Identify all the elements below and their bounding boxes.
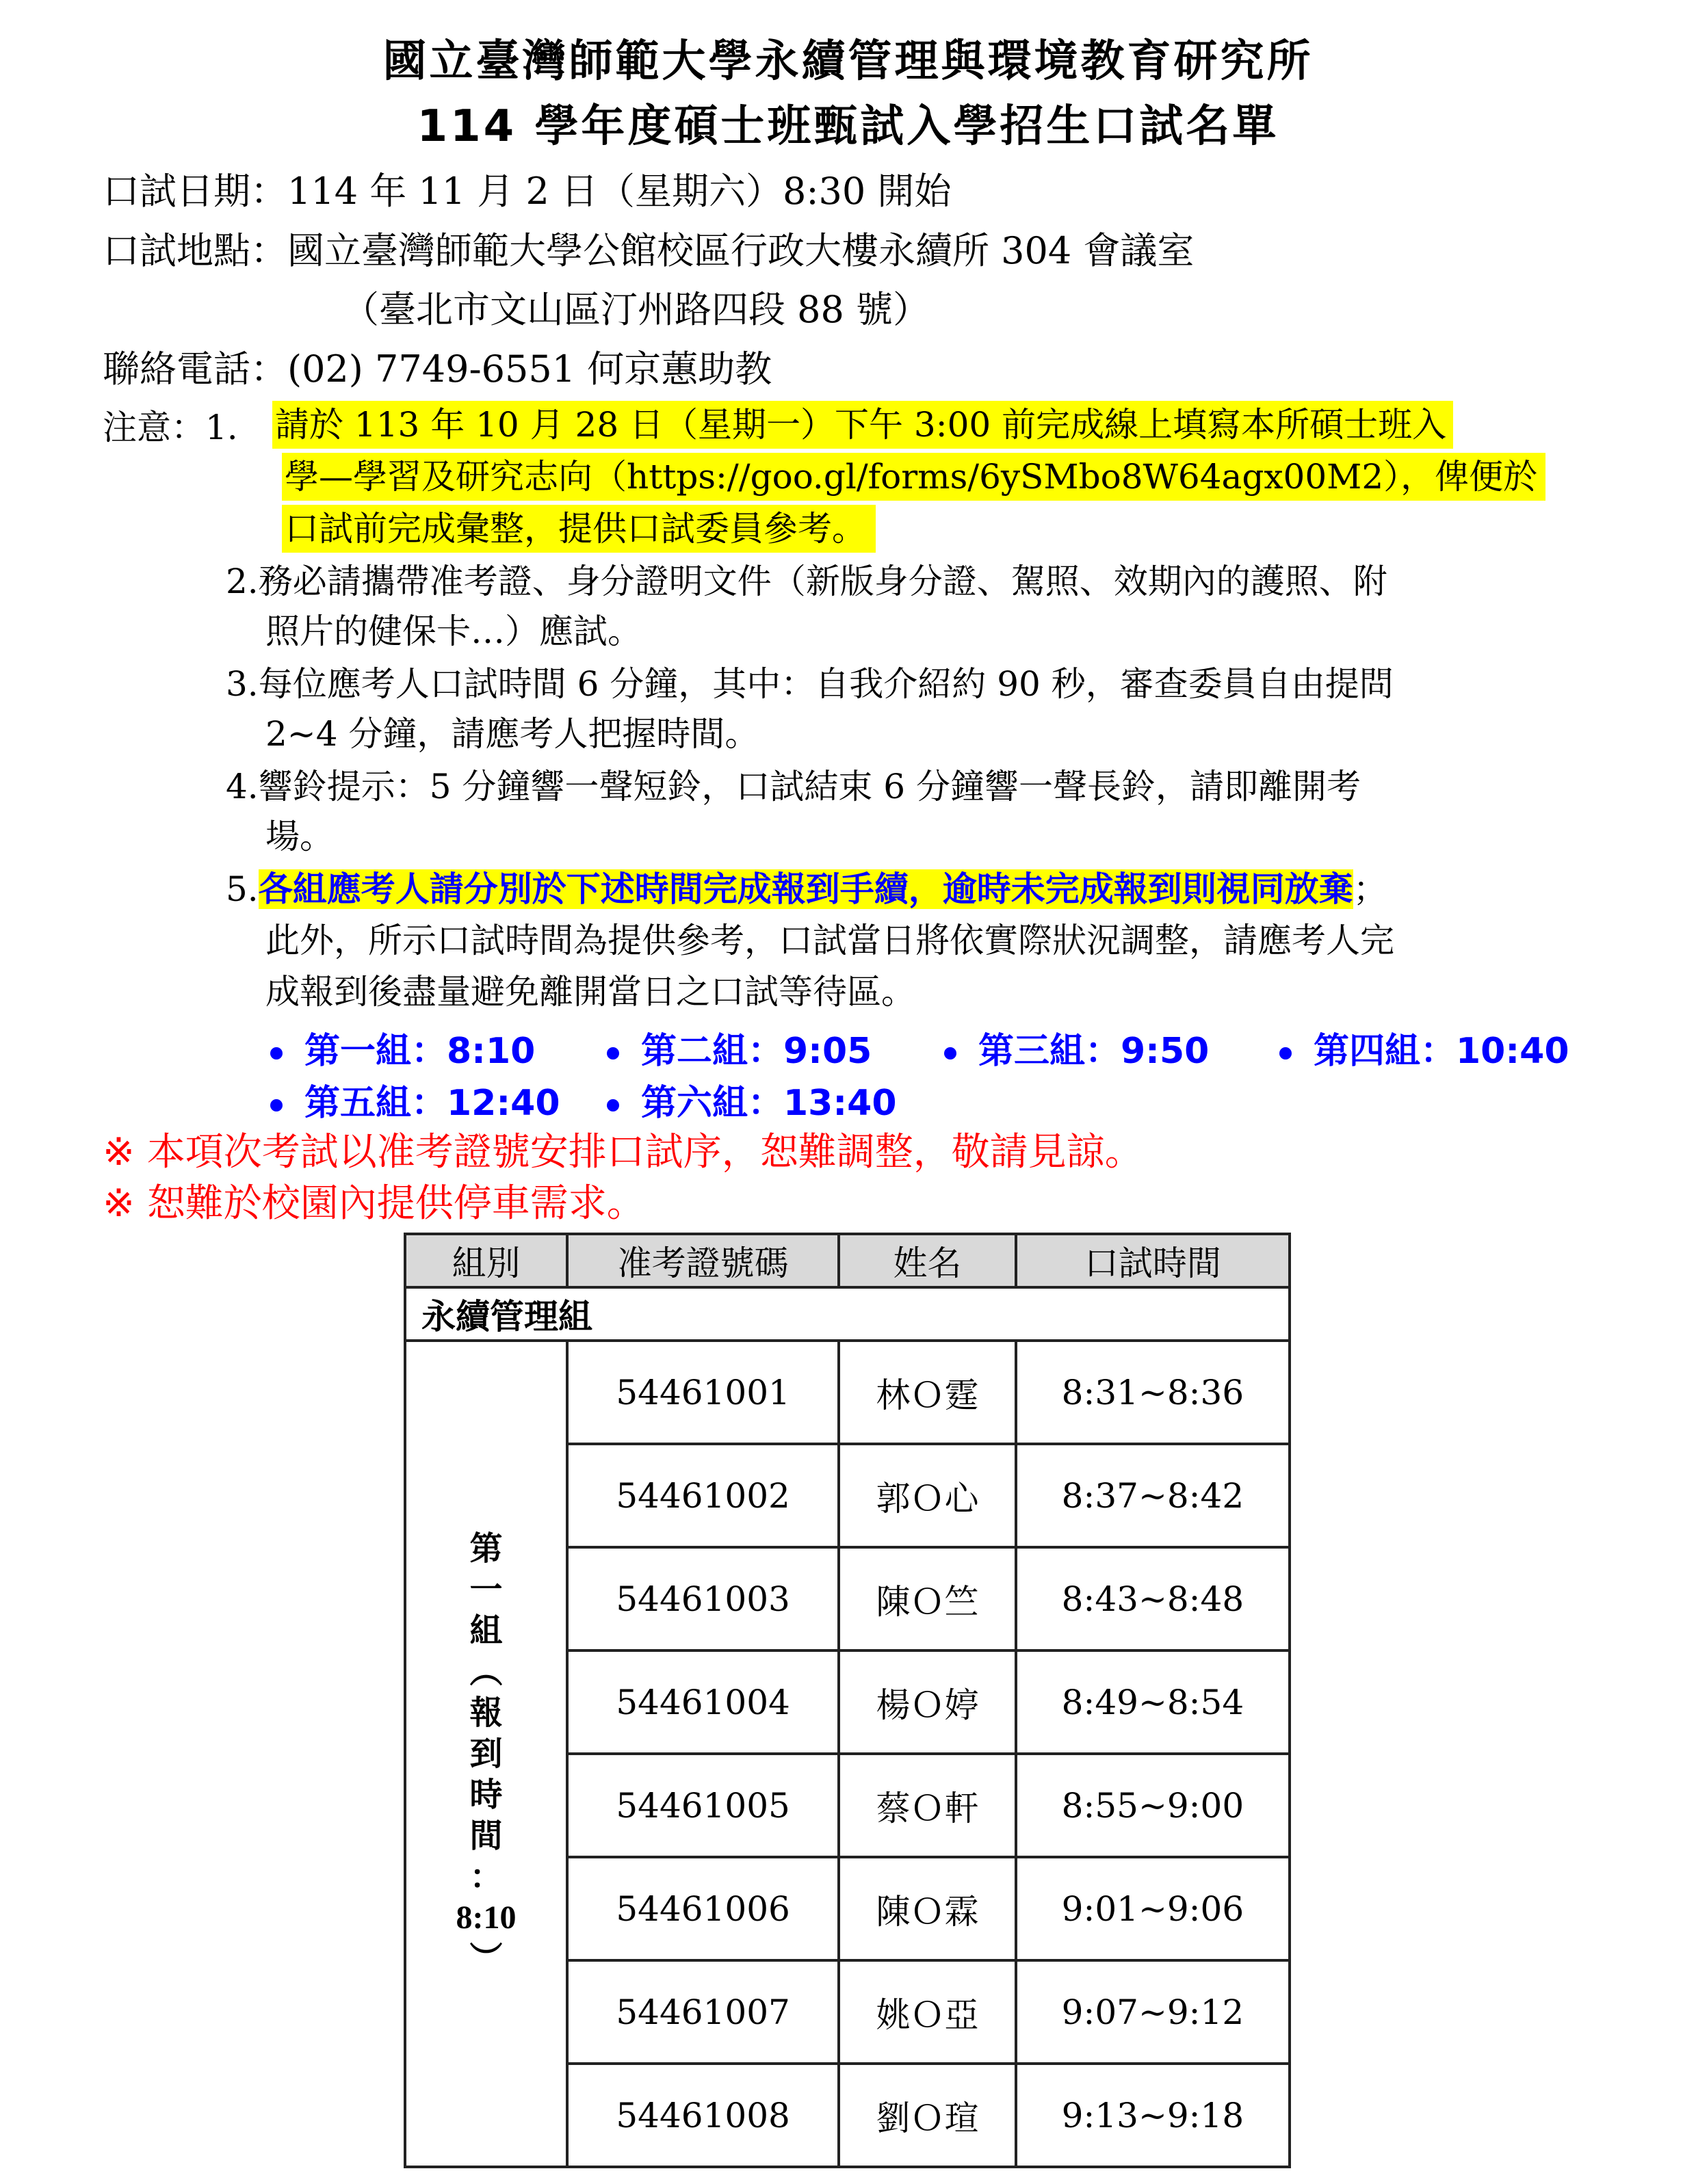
bullet-icon [270, 1099, 283, 1111]
exam-id-cell: 54461007 [567, 1960, 839, 2064]
exam-id-cell: 54461005 [567, 1754, 839, 1857]
group-3-time: 第三組：9:50 [944, 1022, 1209, 1073]
bullet-icon [607, 1099, 619, 1111]
note-2-line-2: 照片的健保卡…）應試。 [265, 611, 642, 651]
bullet-icon [270, 1047, 283, 1060]
time-cell: 8:37~8:42 [1016, 1444, 1290, 1547]
warning-parking: ※ 恕難於校園內提供停車需求。 [103, 1181, 645, 1226]
interview-schedule-table [404, 1233, 1291, 2168]
time-cell: 9:13~9:18 [1016, 2064, 1290, 2167]
note-1-line-3: 口試前完成彙整，提供口試委員參考。 [282, 505, 876, 553]
name-cell: 楊Ｏ婷 [839, 1650, 1016, 1754]
exam-id-cell: 54461006 [567, 1857, 839, 1960]
group-label-cell: 第 一 組 ︵ 報 到 時 間 ： 8:10 ︶ [405, 1341, 567, 2167]
group-6-time: 第六組：13:40 [607, 1074, 897, 1125]
group-2-time: 第二組：9:05 [607, 1022, 872, 1073]
bullet-icon [944, 1047, 956, 1060]
note-5-line-1 [226, 865, 1387, 913]
table-header-row [405, 1234, 1290, 1287]
time-cell: 9:01~9:06 [1016, 1857, 1290, 1960]
exam-id-cell: 54461003 [567, 1547, 839, 1650]
table-row [405, 1341, 1290, 1444]
name-cell: 郭Ｏ心 [839, 1444, 1016, 1547]
time-cell: 9:07~9:12 [1016, 1960, 1290, 2064]
name-cell: 劉Ｏ瑄 [839, 2064, 1016, 2167]
name-cell: 陳Ｏ霖 [839, 1857, 1016, 1960]
header-exam-id: 准考證號碼 [567, 1234, 839, 1287]
note-4-line-2: 場。 [265, 817, 334, 856]
exam-date: 口試日期：114 年 11 月 2 日（星期六）8:30 開始 [103, 170, 952, 213]
note-5-number: 5. [226, 869, 259, 909]
section-row [405, 1287, 1290, 1341]
time-cell: 8:49~8:54 [1016, 1650, 1290, 1754]
bullet-icon [607, 1047, 619, 1060]
group-1-time: 第一組：8:10 [270, 1022, 535, 1073]
note-5-tail: ； [1353, 869, 1387, 909]
contact-phone: 聯絡電話：(02) 7749-6551 何京蕙助教 [103, 347, 772, 391]
time-cell: 8:31~8:36 [1016, 1341, 1290, 1444]
time-cell: 8:55~9:00 [1016, 1754, 1290, 1857]
group-4-time: 第四組：10:40 [1279, 1022, 1569, 1073]
note-5-line-3: 成報到後盡量避免離開當日之口試等待區。 [265, 972, 915, 1012]
note-1-line-2: 學—學習及研究志向（https://goo.gl/forms/6ySMbo8W64agx00M2），俾便於 [282, 453, 1545, 501]
note-4-line-1: 4.響鈴提示：5 分鐘響一聲短鈴，口試結束 6 分鐘響一聲長鈴，請即離開考 [226, 767, 1361, 806]
exam-id-cell: 54461001 [567, 1341, 839, 1444]
exam-address: （臺北市文山區汀州路四段 88 號） [342, 288, 930, 331]
section-title: 永續管理組 [405, 1287, 1290, 1341]
name-cell: 蔡Ｏ軒 [839, 1754, 1016, 1857]
note-3-line-1: 3.每位應考人口試時間 6 分鐘，其中：自我介紹約 90 秒，審查委員自由提問 [226, 664, 1394, 704]
bullet-icon [1279, 1047, 1292, 1060]
group-5-time: 第五組：12:40 [270, 1074, 560, 1125]
header-name: 姓名 [839, 1234, 1016, 1287]
note-5-line-2: 此外，所示口試時間為提供參考，口試當日將依實際狀況調整，請應考人完 [265, 921, 1394, 960]
note-2-line-1: 2.務必請攜帶准考證、身分證明文件（新版身分證、駕照、效期內的護照、附 [226, 562, 1387, 601]
note-5-highlight: 各組應考人請分別於下述時間完成報到手續，逾時未完成報到則視同放棄 [258, 869, 1353, 909]
exam-location: 口試地點：國立臺灣師範大學公館校區行政大樓永續所 304 會議室 [103, 229, 1195, 272]
time-cell: 8:43~8:48 [1016, 1547, 1290, 1650]
exam-id-cell: 54461004 [567, 1650, 839, 1754]
note-1-line-1: 請於 113 年 10 月 28 日（星期一）下午 3:00 前完成線上填寫本所碩士班入 [272, 401, 1453, 449]
header-group: 組別 [405, 1234, 567, 1287]
exam-id-cell: 54461008 [567, 2064, 839, 2167]
name-cell: 陳Ｏ竺 [839, 1547, 1016, 1650]
name-cell: 姚Ｏ亞 [839, 1960, 1016, 2064]
exam-id-cell: 54461002 [567, 1444, 839, 1547]
note-3-line-2: 2~4 分鐘，請應考人把握時間。 [265, 714, 759, 754]
page-title: 國立臺灣師範大學永續管理與環境教育研究所 [382, 36, 1314, 87]
name-cell: 林Ｏ霆 [839, 1341, 1016, 1444]
header-time: 口試時間 [1016, 1234, 1290, 1287]
notes-label: 注意：1. [103, 408, 238, 447]
page-subtitle: 114 學年度碩士班甄試入學招生口試名單 [417, 101, 1279, 152]
warning-order: ※ 本項次考試以准考證號安排口試序，恕難調整，敬請見諒。 [103, 1130, 1143, 1174]
